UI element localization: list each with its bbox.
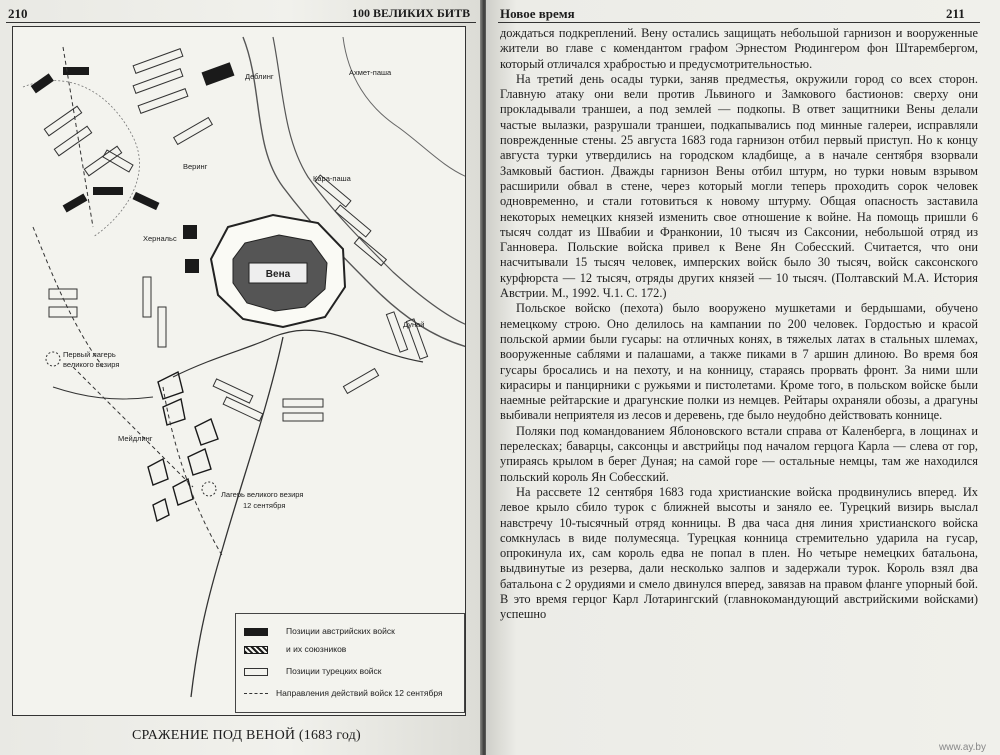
movement-arrows [33,47,223,557]
river-arm [343,37,466,177]
turkish-unit [386,312,407,352]
map-legend [235,613,465,713]
camp-marker [46,352,60,366]
austrian-unit [183,225,197,239]
right-running-head: Новое время [500,6,575,21]
battle-map [12,26,466,716]
paragraph: Польское войско (пехота) было вооружено мушкетами и бердышами, обучено немецкому строю. Оно делилось на кампании по 200 человек. Гордостью и красой польской армии были гусары: на отличных конях, в тяжелых латах в стальных шлемах, вооруженные саблями и палашами, а также пиками в 7 аршин длиною. Во время боя гусары бросались и на пехоту, и на конницу, стараясь прорвать фронт. За ними шли кирасиры и панцирники с ружьями и пистолетами. Кроме того, в польском войске были наемные рейтарские и драгунские полки из немцев. Рейтары охраняли обозы, а драгуны выбивали неприятеля из лесов и деревень, где было неудобно действовать коннице. [500,301,978,423]
map-label-camp2-a: Лагерь великого везиря [221,490,304,499]
legend-label: Направления действий войск 12 сентября [276,688,443,698]
map-label-meidling: Мейдлинг [118,434,153,443]
austrian-unit [133,192,160,210]
turkish-unit [158,307,166,347]
turkish-unit [49,289,77,299]
turkish-unit [143,277,151,317]
turkish-unit [44,106,81,135]
paragraph: Поляки под командованием Яблоновского встали справа от Каленберга, в лощинах и перелесках; баварцы, саксонцы и австрийцы под началом герцога Карла — слева от гор, упираясь крылом в берег Дуная; на самой горе — остальные немцы, там же находился польский король Ян Собесский. [500,423,978,484]
austrian-unit [185,259,199,273]
turkish-unit [54,126,91,155]
austrian-unit [31,73,54,93]
map-label-kara-pasha: Кара-паша [313,174,351,183]
allied-unit [153,499,169,521]
legend-label: Позиции австрийских войск [286,626,395,636]
legend-label: Позиции турецких войск [286,666,382,676]
map-label-dobling: Деблинг [245,72,274,81]
movement-arrow [163,387,223,557]
left-page [0,0,482,755]
austrian-unit [63,194,88,213]
turkish-unit [343,369,378,394]
right-header-rule [498,22,980,23]
map-label-ahmet-pasha: Ахмет-паша [349,68,392,77]
map-label-wehring: Веринг [183,162,208,171]
paragraph: На рассвете 12 сентября 1683 года христианские войска продвинулись вперед. Их левое крыло сбило турок с ближней высоты и заняло ее. Турецкий визирь выслал навстречу 10-тысячный отряд конницы. В два часа дня линия христианского войска сомкнулась в виде полумесяца. Турецкая конница стремительно ударила на гусар, опрокинула их, сам король едва не попал в плен. Но четыре немецких батальона, выдвинутые из резерва, дали несколько залпов и задержали турок. Король взял два батальона с 2 орудиями и смело двинулся вперед, завязав на правом фланге упорный бой. В это время герцог Карл Лотарингский (главнокомандующий австрийскими войсками) успешно [500,484,978,622]
left-header-rule [6,22,476,23]
left-running-head: 100 ВЕЛИКИХ БИТВ [352,6,471,20]
legend-row-arrows [244,688,464,702]
turkish-unit [49,307,77,317]
map-label-hernals: Хернальс [143,234,177,243]
legend-swatch-solid [244,628,268,636]
left-page-number: 210 [8,6,28,21]
movement-arrow [33,227,103,367]
turkish-unit [335,205,371,237]
right-page-number: 211 [946,6,965,21]
paragraph: дождаться подкреплений. Вену остались защищать небольшой гарнизон и вооруженные жители во главе с комендантом графом Эрнестом Рюдингером фон Штарембергом, который отличался храбростью и предусмотрительностью. [500,26,978,71]
legend-row-turkish [244,666,464,680]
camp-marker [202,482,216,496]
austrian-unit [202,62,235,85]
turkish-unit [84,146,121,175]
allied-unit [158,372,183,399]
allied-unit [195,419,218,445]
turkish-unit [283,399,323,407]
legend-swatch-hatched [244,646,268,654]
legend-swatch-dashed-arrow [244,693,268,694]
map-label-camp1-b: великого везиря [63,360,120,369]
turkish-unit [138,89,188,114]
turkish-unit [133,49,183,74]
allied-unit [148,459,168,485]
map-label-camp2-b: 12 сентября [243,501,286,510]
watermark: www.ay.by [938,742,986,753]
movement-arrow [73,367,193,487]
turkish-unit [174,118,213,145]
wien-river [173,330,423,377]
austrian-unit [93,187,123,195]
turkish-unit [133,69,183,94]
map-caption: СРАЖЕНИЕ ПОД ВЕНОЙ (1683 год) [132,728,361,743]
right-page [486,0,1000,755]
map-label-dunai: Дунай [403,320,425,329]
body-text [500,26,978,623]
turkish-unit [283,413,323,421]
vienna-label: Вена [265,269,291,280]
legend-row-allies [244,644,464,658]
allied-unit [188,449,211,475]
legend-row-austrian [244,626,464,640]
allied-positions [148,372,218,521]
paragraph: На третий день осады турки, заняв предместья, окружили город со всех сторон. Главную атаку они вели против Львиного и Замкового бастионов: сверху они прокладывали траншеи, а под землей — подкопы. В ответ защитники Вены делали частые вылазки, разрушали траншеи, подкапывались под минные галереи, исправляли поврежденные стены. 25 августа 1683 года гарнизон отбил первый приступ. Но к концу августа турки утвердились на городском кладбище, а в начале сентября взорвали Замковый бастион. Дважды гарнизон Вены отбил штурм, но турки новым взрывом расширили обвал в стене, через который могли теперь проходить сорок человек одновременно, и стали готовиться к новому штурму. Общая опасность заставила некоторых немецких князей изменить свое отношение к войне. На помощь пришли 6 тысяч солдат из Швабии и Франконии, 10 тысяч из Саксонии, небольшой отряд из Ганновера. Польские войска привел к Вене Ян Собесский. Считается, что они насчитывали 15 тысяч человек, имперских войск было 30 тысяч, войск саксонского курфюрста — 12 тысяч, отряды других князей — 10 тысяч. (Полтавский М.А. История Австрии. М., 1992. Ч.1. С. 172.) [500,71,978,301]
legend-label: и их союзников [286,644,347,654]
map-label-camp1-a: Первый лагерь [63,350,116,359]
allied-unit [173,479,193,505]
legend-swatch-outline [244,668,268,676]
